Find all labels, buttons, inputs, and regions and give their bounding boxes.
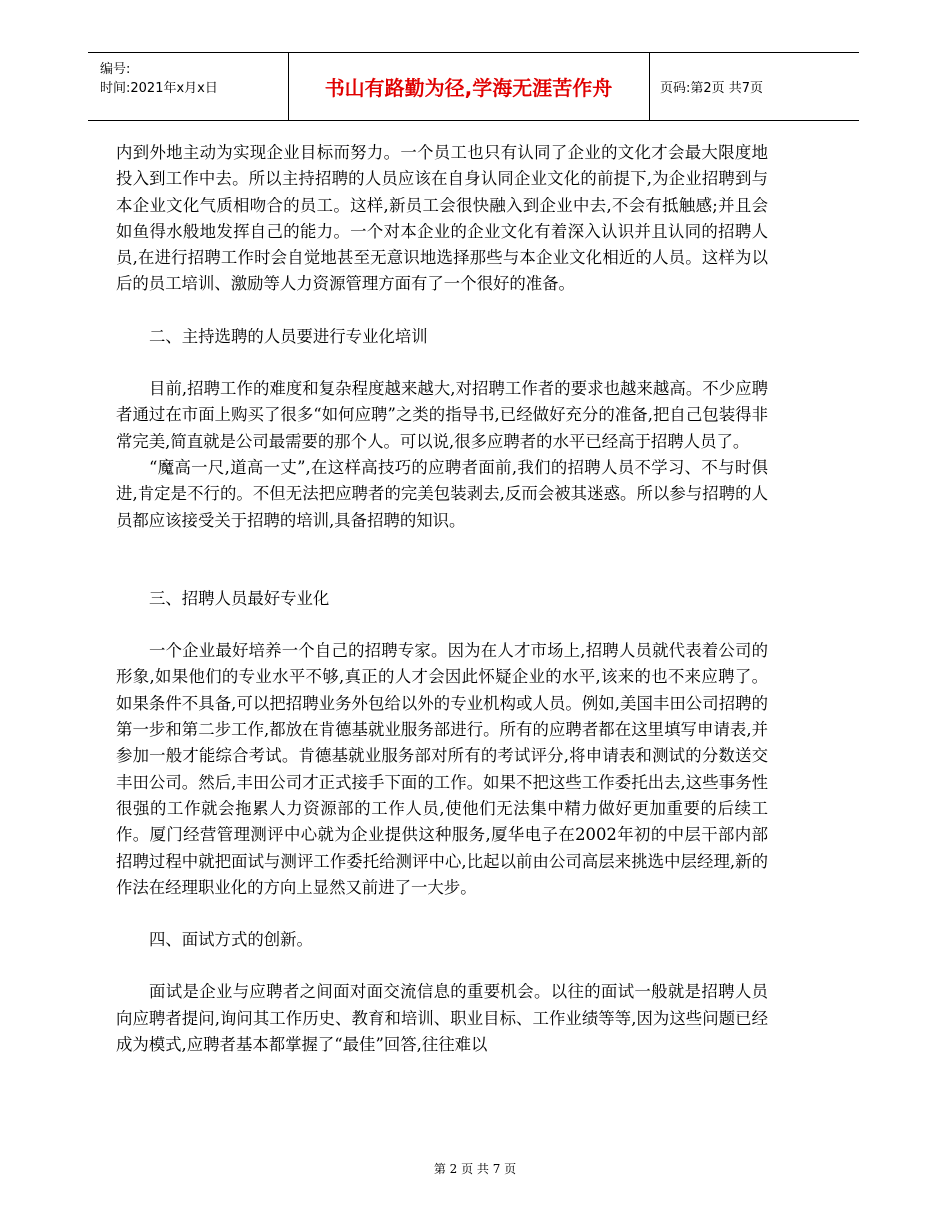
header-divider-right xyxy=(649,52,650,121)
paragraph: 一个企业最好培养一个自己的招聘专家。因为在人才市场上,招聘人员就代表着公司的形象,如果他们的专业水平不够,真正的人才会因此怀疑企业的水平,该来的也不来应聘了。如果条件不具备,可以把招聘业务外包给以外的专业机构或人员。例如,美国丰田公司招聘的第一步和第二步工作,都放在肯德基就业服务部进行。所有的应聘者都在这里填写申请表,并参加一般才能综合考试。肯德基就业服务部对所有的考试评分,将申请表和测试的分数送交丰田公司。然后,丰田公司才正式接手下面的工作。如果不把这些工作委托出去,这些事务性很强的工作就会拖累人力资源部的工作人员,使他们无法集中精力做好更加重要的后续工作。厦门经营管理测评中心就为企业提供这种服务,厦华电子在2002年初的中层干部内部招聘过程中就把面试与测评工作委托给测评中心,比起以前由公司高层来挑选中层经理,新的作法在经理职业化的方向上显然又前进了一大步。 xyxy=(116,641,768,897)
section-heading: 四、面试方式的创新。 xyxy=(149,930,313,950)
paragraph: 面试是企业与应聘者之间面对面交流信息的重要机会。以往的面试一般就是招聘人员向应聘者提问,询问其工作历史、教育和培训、职业目标、工作业绩等等,因为这些问题已经成为模式,应聘者基本都掌握了“最佳”回答,往往难以 xyxy=(116,982,768,1055)
header-page-info: 页码:第2页 共7页 xyxy=(660,81,764,96)
paragraph: 目前,招聘工作的难度和复杂程度越来越大,对招聘工作者的要求也越来越高。不少应聘者通过在市面上购买了很多“如何应聘”之类的指导书,已经做好充分的准备,把自己包装得非常完美,简直就是公司最需要的那个人。可以说,很多应聘者的水平已经高于招聘人员了。 xyxy=(116,379,768,451)
section-heading: 二、主持选聘的人员要进行专业化培训 xyxy=(149,326,428,346)
section-heading: 三、招聘人员最好专业化 xyxy=(149,588,330,608)
footer-page-number: 第 2 页 共 7 页 xyxy=(433,1162,517,1176)
header-meta xyxy=(100,60,218,98)
header-motto: 书山有路勤为径,学海无涯苦作舟 xyxy=(324,76,613,100)
paragraph: 内到外地主动为实现企业目标而努力。一个员工也只有认同了企业的文化才会最大限度地投入到工作中去。所以主持招聘的人员应该在自身认同企业文化的前提下,为企业招聘到与本企业文化气质相吻合的员工。这样,新员工会很快融入到企业中去,不会有抵触感;并且会如鱼得水般地发挥自己的能力。一个对本企业的企业文化有着深入认识并且认同的招聘人员,在进行招聘工作时会自觉地甚至无意识地选择那些与本企业文化相近的人员。这样为以后的员工培训、激励等人力资源管理方面有了一个很好的准备。 xyxy=(116,143,768,294)
paragraph: “魔高一尺,道高一丈”,在这样高技巧的应聘者面前,我们的招聘人员不学习、不与时俱进,肯定是不行的。不但无法把应聘者的完美包装剥去,反而会被其迷惑。所以参与招聘的人员都应该接受关于招聘的培训,具备招聘的知识。 xyxy=(116,457,768,530)
document-body xyxy=(116,140,768,1058)
time-label: 时间:2021年x月x日 xyxy=(100,81,218,96)
serial-label: 编号: xyxy=(100,62,131,77)
